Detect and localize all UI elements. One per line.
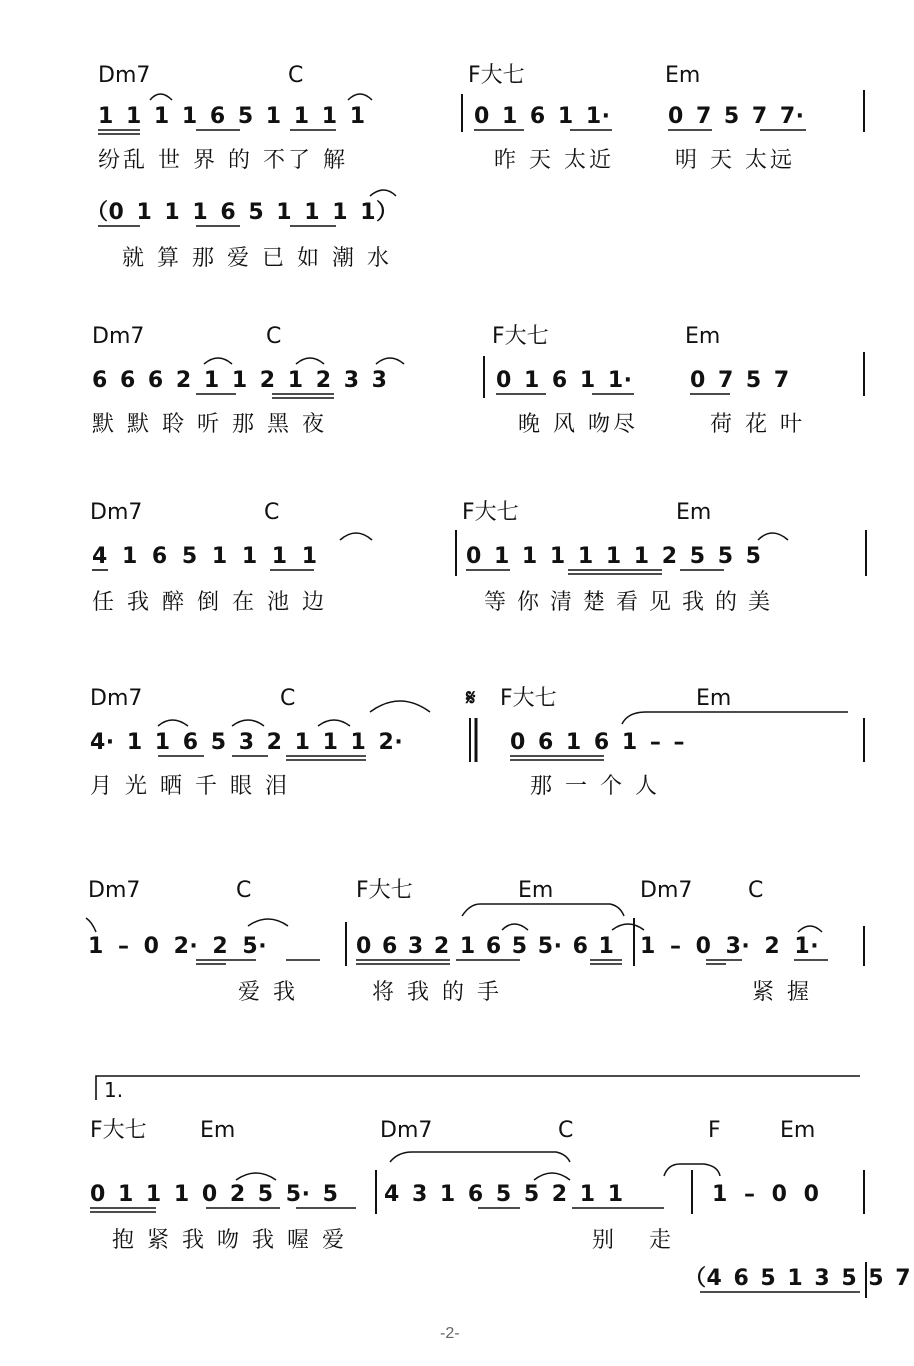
chord-label: Dm7: [640, 878, 693, 903]
notation-measure: 6 6 6 2 1 1 2 1 2 3 3: [92, 368, 388, 393]
lyric-line: 抱 紧 我 吻 我 喔 爱: [112, 1228, 347, 1253]
tail-notation: （4 6 5 1 3 5 5 7: [684, 1266, 912, 1291]
chord-label: F大七: [90, 1118, 147, 1143]
chord-label: C: [264, 500, 280, 525]
notation-measure: 0 1 1 1 1 1 1 2 5 5 5: [466, 544, 762, 569]
notation-measure: 1 – 0 2· 2 5·: [88, 934, 268, 959]
chord-label: Dm7: [380, 1118, 433, 1143]
alt-lyric-line: 就 算 那 爱 已 如 潮 水: [122, 246, 392, 271]
chord-label: Dm7: [90, 686, 143, 711]
notation-measure: 1 – 0 0: [712, 1182, 820, 1207]
notation-measure: 0 7 5 7 7·: [668, 104, 805, 129]
lyric-line: 晚 风 吻尽: [518, 412, 638, 437]
chord-label: F大七: [500, 686, 557, 711]
chord-label: F大七: [356, 878, 413, 903]
lyric-line: 月 光 晒 千 眼 泪: [90, 774, 290, 799]
chord-label: Dm7: [98, 63, 151, 88]
chord-label: Dm7: [90, 500, 143, 525]
lyric-line: 别 走: [592, 1228, 685, 1253]
chord-label: Em: [696, 686, 732, 711]
notation-measure: 4 3 1 6 5 5 2 1 1: [384, 1182, 624, 1207]
notation-measure: 0 1 1 1 0 2 5 5· 5: [90, 1182, 339, 1207]
notation-measure: 0 7 5 7: [690, 368, 790, 393]
chord-label: F大七: [492, 324, 549, 349]
lyric-line: 紧 握: [752, 980, 812, 1005]
notation-measure: 0 1 6 1 1·: [496, 368, 633, 393]
volta-label: 1.: [104, 1078, 124, 1102]
notation-measure: 4 1 6 5 1 1 1 1: [92, 544, 318, 569]
notation-measure: 0 6 3 2 1 6 5 5· 6 1: [356, 934, 615, 959]
chord-label: C: [280, 686, 296, 711]
segno-sign: 𝄋: [466, 686, 476, 711]
chord-label: Em: [200, 1118, 236, 1143]
lyric-line: 纷乱 世 界 的 不了 解: [98, 148, 348, 173]
lyric-line: 荷 花 叶: [710, 412, 805, 437]
chord-label: Dm7: [88, 878, 141, 903]
chord-label: C: [748, 878, 764, 903]
chord-label: F大七: [462, 500, 519, 525]
lyric-line: 将 我 的 手: [372, 980, 502, 1005]
chord-label: Em: [665, 63, 701, 88]
notation-measure: 0 1 6 1 1·: [474, 104, 611, 129]
notation-measure: 1 1 1 1 6 5 1 1 1 1: [98, 104, 366, 129]
chord-label: Em: [518, 878, 554, 903]
chord-label: C: [236, 878, 252, 903]
notation-measure: 4· 1 1 6 5 3 2 1 1 1 2·: [90, 730, 404, 755]
chord-label: F大七: [468, 63, 525, 88]
lyric-line: 那 一 个 人: [530, 774, 660, 799]
chord-label: Em: [685, 324, 721, 349]
alt-notation: （0 1 1 1 6 5 1 1 1 1）: [86, 200, 399, 225]
lyric-line: 默 默 聆 听 那 黑 夜: [92, 412, 327, 437]
notation-measure: 1 – 0 3· 2 1·: [640, 934, 820, 959]
chord-label: Dm7: [92, 324, 145, 349]
chord-label: F: [708, 1118, 721, 1143]
chord-label: C: [288, 63, 304, 88]
lyric-line: 明 天 太远: [675, 148, 795, 173]
page-number: -2-: [440, 1325, 460, 1342]
chord-label: C: [266, 324, 282, 349]
lyric-line: 等 你 清 楚 看 见 我 的 美: [484, 590, 772, 615]
lyric-line: 爱 我: [238, 980, 298, 1005]
lyric-line: 昨 天 太近: [494, 148, 614, 173]
chord-label: Em: [676, 500, 712, 525]
notation-measure: 0 6 1 6 1 – –: [510, 730, 685, 755]
chord-label: C: [558, 1118, 574, 1143]
lyric-line: 任 我 醉 倒 在 池 边: [92, 590, 327, 615]
chord-label: Em: [780, 1118, 816, 1143]
